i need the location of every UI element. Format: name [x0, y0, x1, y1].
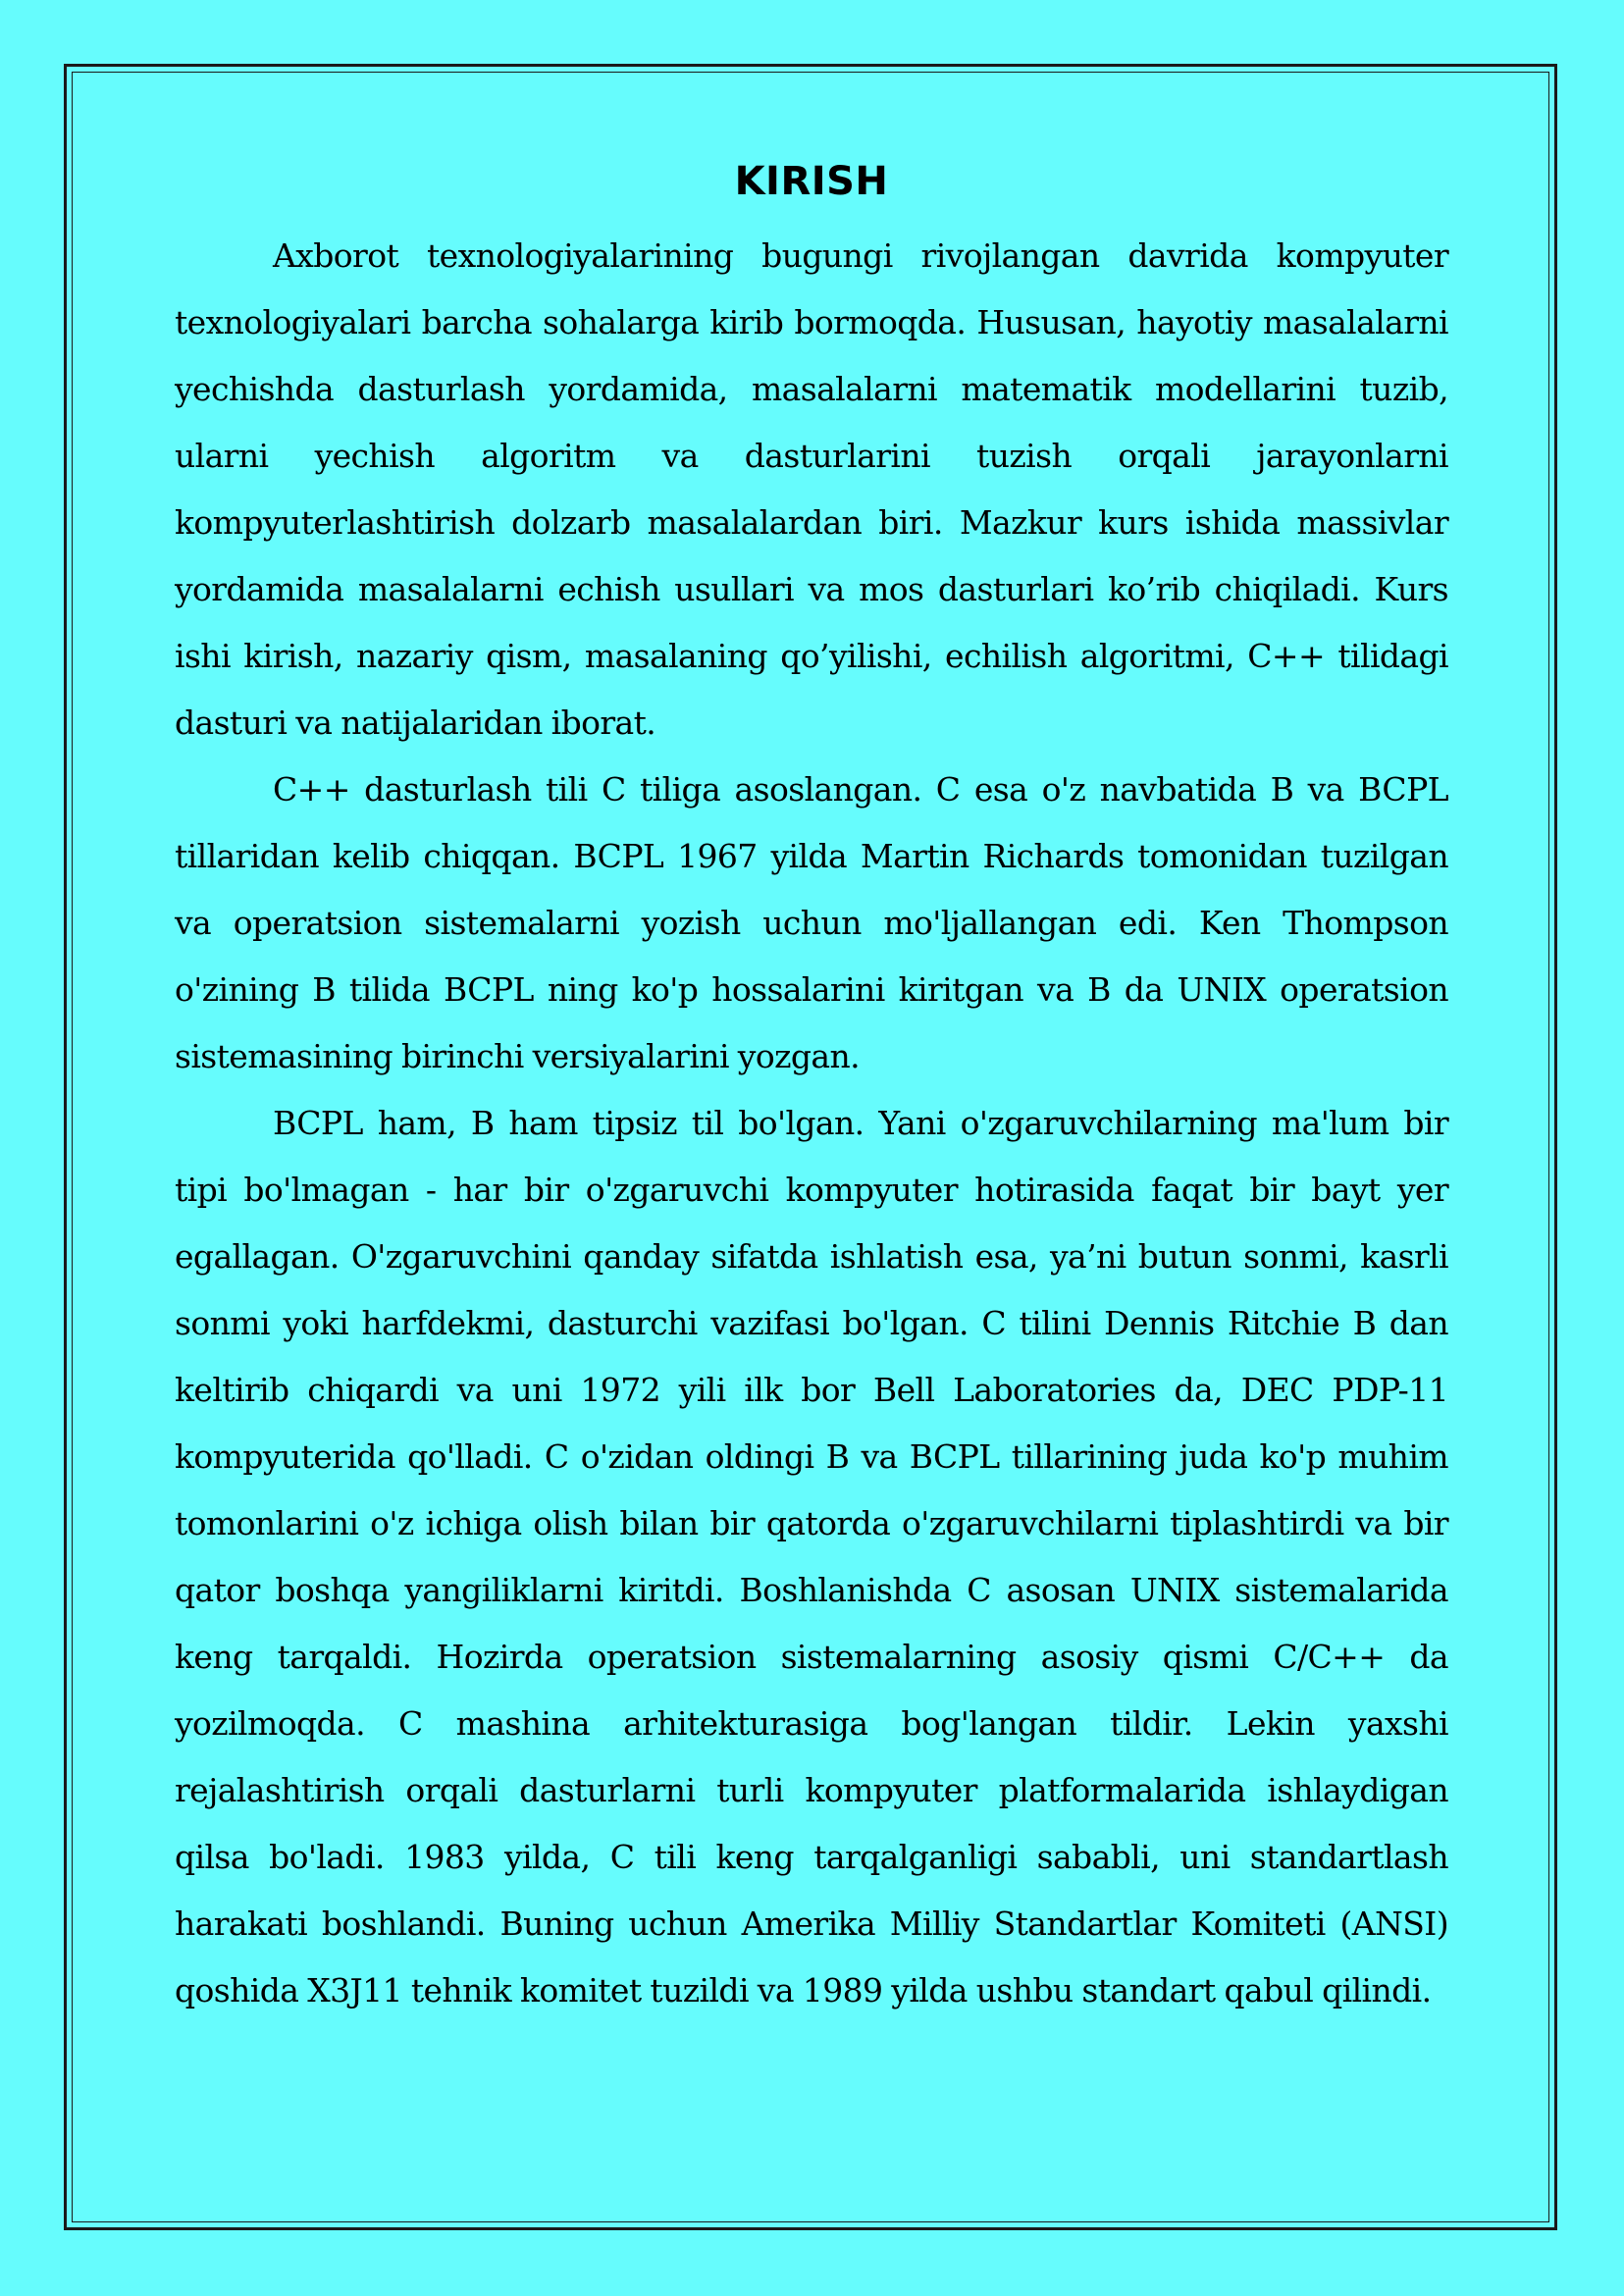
paragraph-intro: Axborot texnologiyalarining bugungi rivojlangan davrida kompyuter texnologiyalari barcha sohalarga kirib bormoqda. Hususan, hayotiy masalalarni yechishda dasturlash yordamida, masalalarni matematik modellarini tuzib, ularni yechish algoritm va dasturlarini tuzish orqali jarayonlarni kompyuterlashtirish dolzarb masalalardan biri. Mazkur kurs ishida massivlar yordamida masalalarni echish usullari va mos dasturlari ko’rib chiqiladi. Kurs ishi kirish, nazariy qism, masalaning qo’yilishi, echilish algoritmi, C++ tilidagi dasturi va natijalaridan iborat.: [175, 236, 1448, 742]
page-title: KIRISH: [734, 159, 889, 204]
paragraph-c-language: BCPL ham, B ham tipsiz til bo'lgan. Yani o'zgaruvchilarning ma'lum bir tipi bo'lmagan - har bir o'zgaruvchi kompyuter hotirasida faqat bir bayt yer egallagan. O'zgaruvchini qanday sifatda ishlatish esa, ya’ni butun sonmi, kasrli sonmi yoki harfdekmi, dasturchi vazifasi bo'lgan. C tilini Dennis Ritchie B dan keltirib chiqardi va uni 1972 yili ilk bor Bell Laboratories da, DEC PDP-11 kompyuterida qo'lladi. C o'zidan oldingi B va BCPL tillarining juda ko'p muhim tomonlarini o'z ichiga olish bilan bir qatorda o'zgaruvchilarni tiplashtirdi va bir qator boshqa yangiliklarni kiritdi. Boshlanishda C asosan UNIX sistemalarida keng tarqaldi. Hozirda operatsion sistemalarning asosiy qismi C/C++ da yozilmoqda. C mashina arhitekturasiga bog'langan tildir. Lekin yaxshi rejalashtirish orqali dasturlarni turli kompyuter platformalarida ishlaydigan qilsa bo'ladi. 1983 yilda, C tili keng tarqalganligi sababli, uni standartlash harakati boshlandi. Buning uchun Amerika Milliy Standartlar Komiteti (ANSI) qoshida X3J11 tehnik komitet tuzildi va 1989 yilda ushbu standart qabul qilindi.: [175, 1104, 1448, 2009]
document-body: [175, 152, 1448, 2024]
paragraph-cpp-history: C++ dasturlash tili C tiliga asoslangan. C esa o'z navbatida B va BCPL tillaridan kelib chiqqan. BCPL 1967 yilda Martin Richards tomonidan tuzilgan va operatsion sistemalarni yozish uchun mo'ljallangan edi. Ken Thompson o'zining B tilida BCPL ning ko'p hossalarini kiritgan va B da UNIX operatsion sistemasining birinchi versiyalarini yozgan.: [175, 770, 1448, 1075]
